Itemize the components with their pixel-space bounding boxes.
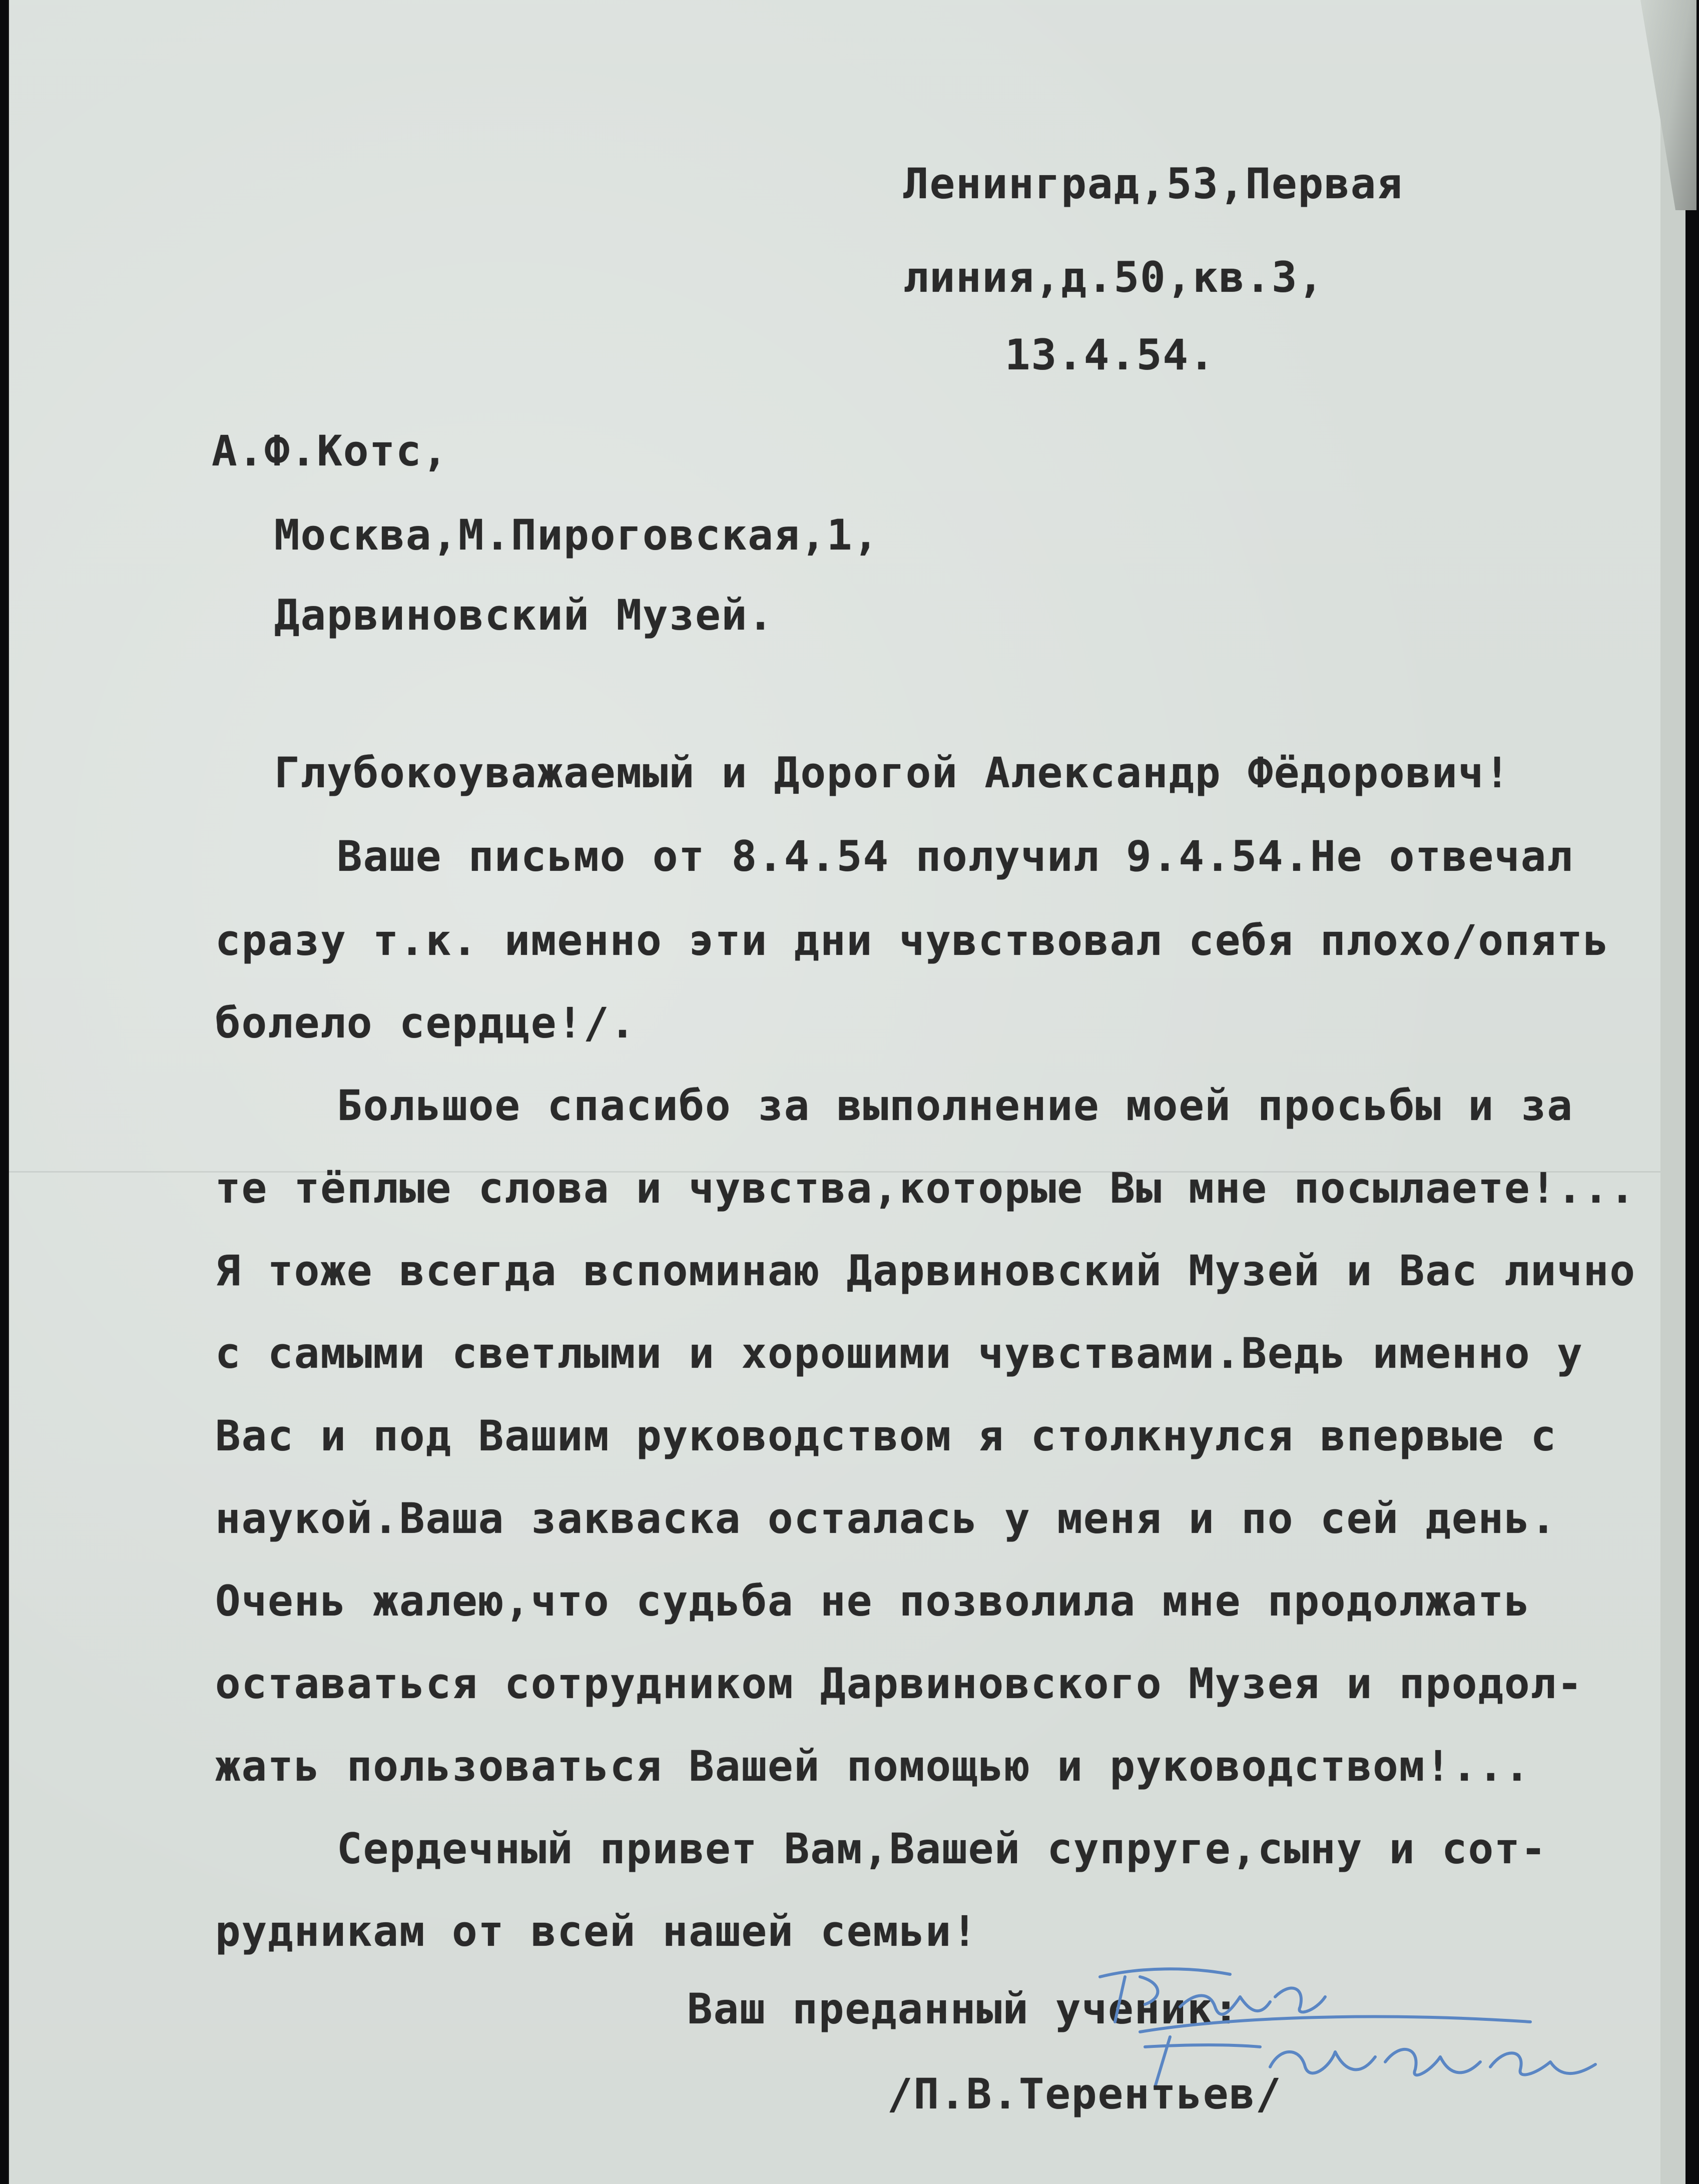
body-line: Ваше письмо от 8.4.54 получил 9.4.54.Не отвечал — [337, 832, 1573, 881]
body-line: Вас и под Вашим руководством я столкнулся впервые с — [215, 1411, 1557, 1460]
body-line: Очень жалею,что судьба не позволила мне продолжать — [215, 1576, 1531, 1625]
body-line: Сердечный привет Вам,Вашей супруге,сыну и сот- — [337, 1824, 1547, 1873]
sender-address-line-2: линия,д.50,кв.3, — [903, 253, 1325, 302]
body-line: те тёплые слова и чувства,которые Вы мне посылаете!... — [215, 1164, 1636, 1213]
closing-phrase: Ваш преданный ученик: — [687, 1984, 1240, 2033]
body-line: Я тоже всегда вспоминаю Дарвиновский Музей и Вас лично — [215, 1246, 1636, 1295]
body-line: с самыми светлыми и хорошими чувствами.Ведь именно у — [215, 1329, 1583, 1378]
salutation: Глубокоуважаемый и Дорогой Александр Фёдорович! — [274, 748, 1511, 797]
body-line: жать пользоваться Вашей помощью и руководством!... — [215, 1742, 1531, 1791]
body-line: рудникам от всей нашей семьи! — [215, 1907, 978, 1956]
recipient-name: А.Ф.Котс, — [212, 426, 449, 475]
body-line: оставаться сотрудником Дарвиновского Музея и продол- — [215, 1659, 1583, 1708]
body-line: наукой.Ваша закваска осталась у меня и по сей день. — [215, 1494, 1557, 1543]
body-line: Большое спасибо за выполнение моей просьбы и за — [337, 1081, 1573, 1130]
letter-date: 13.4.54. — [1005, 330, 1216, 379]
recipient-address-line-1: Москва,М.Пироговская,1, — [274, 510, 880, 560]
recipient-address-line-2: Дарвиновский Музей. — [274, 591, 774, 640]
body-line: сразу т.к. именно эти дни чувствовал себя плохо/опять — [215, 916, 1610, 965]
body-line: болело сердце!/. — [215, 998, 637, 1047]
typed-signature-name: /П.В.Терентьев/ — [887, 2069, 1282, 2118]
paper-edge — [1660, 0, 1685, 2184]
sender-address-line-1: Ленинград,53,Первая — [903, 159, 1403, 208]
letter-page — [9, 0, 1660, 2184]
